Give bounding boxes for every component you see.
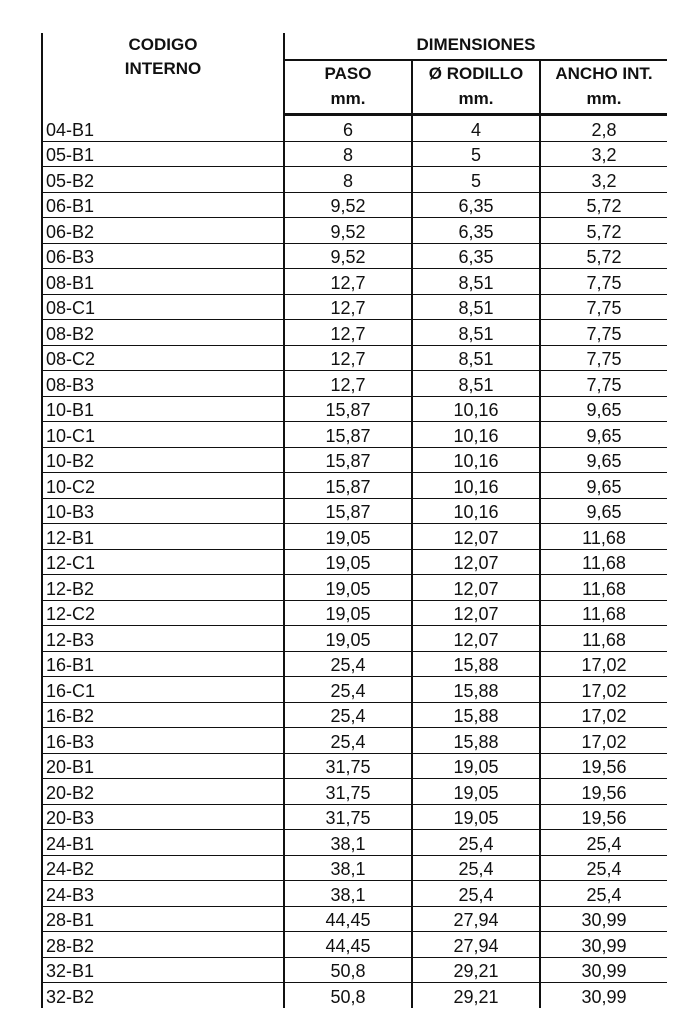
- cell-rodillo: 8,51: [412, 371, 540, 397]
- cell-ancho: 17,02: [540, 677, 667, 703]
- cell-paso: 9,52: [284, 192, 412, 218]
- cell-rodillo: 6,35: [412, 192, 540, 218]
- cell-ancho: 7,75: [540, 320, 667, 346]
- table-row: [42, 753, 667, 779]
- cell-paso: 38,1: [284, 881, 412, 907]
- table-row: [42, 651, 667, 677]
- cell-ancho: 7,75: [540, 294, 667, 320]
- cell-codigo: 28-B2: [42, 932, 284, 958]
- cell-rodillo: 15,88: [412, 651, 540, 677]
- table-row: [42, 932, 667, 958]
- cell-rodillo: 6,35: [412, 243, 540, 269]
- cell-ancho: 30,99: [540, 906, 667, 932]
- table-row: [42, 422, 667, 448]
- cell-ancho: 19,56: [540, 779, 667, 805]
- cell-ancho: 11,68: [540, 549, 667, 575]
- cell-codigo: 10-B1: [42, 396, 284, 422]
- cell-ancho: 11,68: [540, 600, 667, 626]
- table-row: [42, 498, 667, 524]
- cell-paso: 15,87: [284, 422, 412, 448]
- table-row: [42, 830, 667, 856]
- table-row: [42, 957, 667, 983]
- cell-ancho: 3,2: [540, 141, 667, 167]
- cell-ancho: 5,72: [540, 243, 667, 269]
- cell-codigo: 04-B1: [42, 115, 284, 142]
- cell-ancho: 30,99: [581, 986, 627, 1007]
- cell-rodillo: 8,51: [412, 294, 540, 320]
- cell-rodillo: 25,4: [412, 855, 540, 881]
- cell-codigo: 06-B1: [42, 192, 284, 218]
- cell-rodillo: 15,88: [412, 728, 540, 754]
- cell-paso: 25,4: [284, 728, 412, 754]
- cell-paso: 12,7: [284, 269, 412, 295]
- chain-dimensions-table: [41, 33, 667, 1008]
- cell-codigo: 16-C1: [42, 677, 284, 703]
- cell-codigo: 10-B3: [42, 498, 284, 524]
- cell-codigo: 06-B3: [42, 243, 284, 269]
- cell-paso: 25,4: [284, 677, 412, 703]
- cell-paso: 31,75: [284, 779, 412, 805]
- table-row: [42, 294, 667, 320]
- header-dimensiones: DIMENSIONES: [284, 33, 667, 60]
- cell-rodillo: 19,05: [412, 804, 540, 830]
- cell-paso: 6: [284, 115, 412, 142]
- cell-paso: 25,4: [284, 651, 412, 677]
- cell-rodillo: 15,88: [412, 677, 540, 703]
- header-paso-unit: mm.: [330, 89, 366, 108]
- table-row: [42, 906, 667, 932]
- header-paso-label: PASO: [324, 64, 372, 83]
- cell-ancho: 11,68: [540, 626, 667, 652]
- cell-codigo: 24-B3: [42, 881, 284, 907]
- cell-paso: 8: [284, 167, 412, 193]
- table-row: [42, 473, 667, 499]
- cell-paso: 15,87: [284, 447, 412, 473]
- header-ancho-unit: mm.: [586, 89, 622, 108]
- cell-paso: 31,75: [284, 804, 412, 830]
- cell-paso: 12,7: [284, 294, 412, 320]
- table-row: [42, 677, 667, 703]
- cell-paso: 15,87: [284, 473, 412, 499]
- table-row: [42, 371, 667, 397]
- cell-paso: 15,87: [284, 498, 412, 524]
- table-row: [42, 702, 667, 728]
- cell-ancho: 7,75: [540, 269, 667, 295]
- cell-ancho: 9,65: [540, 396, 667, 422]
- header-codigo-line2: INTERNO: [124, 59, 202, 78]
- cell-ancho: 30,99: [540, 957, 667, 983]
- cell-rodillo: 8,51: [412, 320, 540, 346]
- table-row: [42, 269, 667, 295]
- table-body: [42, 115, 667, 1008]
- chain-dimensions-table-container: [41, 33, 666, 1008]
- cell-paso: 12,7: [284, 345, 412, 371]
- table-row: [42, 881, 667, 907]
- cell-paso: 38,1: [284, 830, 412, 856]
- cell-rodillo: 4: [412, 115, 540, 142]
- cell-rodillo: 19,05: [412, 779, 540, 805]
- cell-codigo: 08-C1: [42, 294, 284, 320]
- cell-paso: 12,7: [284, 320, 412, 346]
- cell-ancho: 25,4: [540, 855, 667, 881]
- cell-codigo: 05-B2: [42, 167, 284, 193]
- cell-codigo: 32-B2: [42, 983, 284, 1008]
- cell-ancho: 30,99: [540, 932, 667, 958]
- cell-ancho: 5,72: [540, 218, 667, 244]
- cell-paso: 9,52: [284, 218, 412, 244]
- cell-paso: 19,05: [284, 524, 412, 550]
- cell-rodillo: 10,16: [412, 498, 540, 524]
- cell-paso: 19,05: [284, 575, 412, 601]
- cell-codigo: 24-B2: [42, 855, 284, 881]
- cell-codigo: 24-B1: [42, 830, 284, 856]
- table-row: [42, 192, 667, 218]
- cell-rodillo: 19,05: [412, 753, 540, 779]
- table-row: [42, 983, 667, 1008]
- cell-codigo: 10-C2: [42, 473, 284, 499]
- cell-rodillo: 25,4: [412, 830, 540, 856]
- table-row: [42, 345, 667, 371]
- cell-paso: 50,8: [284, 983, 412, 1008]
- table-row: [42, 549, 667, 575]
- cell-codigo: 10-B2: [42, 447, 284, 473]
- cell-codigo: 12-C1: [42, 549, 284, 575]
- cell-codigo: 20-B1: [42, 753, 284, 779]
- cell-rodillo: 10,16: [412, 473, 540, 499]
- cell-codigo: 10-C1: [42, 422, 284, 448]
- cell-ancho: 19,56: [540, 753, 667, 779]
- cell-ancho: 9,65: [540, 422, 667, 448]
- cell-codigo: 12-B2: [42, 575, 284, 601]
- cell-rodillo: 5: [412, 141, 540, 167]
- cell-codigo: 12-B1: [42, 524, 284, 550]
- cell-paso: 44,45: [284, 932, 412, 958]
- table-row: [42, 218, 667, 244]
- cell-ancho: 17,02: [540, 728, 667, 754]
- table-row: [42, 167, 667, 193]
- cell-codigo: 08-B3: [42, 371, 284, 397]
- table-row: [42, 396, 667, 422]
- table-row: [42, 804, 667, 830]
- table-row: [42, 524, 667, 550]
- header-rodillo-unit: mm.: [458, 89, 494, 108]
- table-row: [42, 855, 667, 881]
- cell-paso: 12,7: [284, 371, 412, 397]
- header-codigo-interno: [42, 33, 284, 115]
- cell-codigo: 28-B1: [42, 906, 284, 932]
- cell-rodillo: 10,16: [412, 422, 540, 448]
- cell-rodillo: 10,16: [412, 447, 540, 473]
- cell-rodillo: 12,07: [412, 549, 540, 575]
- cell-rodillo: 29,21: [412, 957, 540, 983]
- header-ancho-int: [540, 60, 667, 115]
- table-row: [42, 779, 667, 805]
- table-row: [42, 243, 667, 269]
- table-header: [42, 33, 667, 115]
- cell-ancho: 9,65: [540, 498, 667, 524]
- cell-paso: 25,4: [284, 702, 412, 728]
- cell-rodillo: 27,94: [412, 932, 540, 958]
- header-codigo-line1: CODIGO: [128, 35, 198, 54]
- cell-ancho: 9,65: [540, 447, 667, 473]
- cell-ancho: 25,4: [540, 830, 667, 856]
- cell-codigo: 08-C2: [42, 345, 284, 371]
- cell-ancho: 2,8: [540, 115, 667, 142]
- cell-ancho: 19,56: [540, 804, 667, 830]
- header-rodillo: [412, 60, 540, 115]
- header-ancho-label: ANCHO INT.: [555, 64, 653, 83]
- cell-paso: 8: [284, 141, 412, 167]
- cell-codigo: 08-B1: [42, 269, 284, 295]
- cell-ancho: 17,02: [540, 702, 667, 728]
- cell-ancho: 5,72: [540, 192, 667, 218]
- table-row: [42, 600, 667, 626]
- cell-codigo: 32-B1: [42, 957, 284, 983]
- cell-paso: 50,8: [284, 957, 412, 983]
- cell-paso: 44,45: [284, 906, 412, 932]
- cell-ancho: 7,75: [540, 345, 667, 371]
- cell-rodillo: 12,07: [412, 600, 540, 626]
- cell-codigo: 12-C2: [42, 600, 284, 626]
- cell-rodillo: 5: [412, 167, 540, 193]
- cell-ancho: 11,68: [540, 524, 667, 550]
- header-paso: [284, 60, 412, 115]
- cell-rodillo: 8,51: [412, 345, 540, 371]
- cell-codigo: 16-B1: [42, 651, 284, 677]
- cell-rodillo: 25,4: [412, 881, 540, 907]
- cell-rodillo: 10,16: [412, 396, 540, 422]
- cell-codigo: 06-B2: [42, 218, 284, 244]
- table-row: [42, 115, 667, 142]
- cell-rodillo: 12,07: [412, 626, 540, 652]
- cell-ancho: 9,65: [540, 473, 667, 499]
- cell-paso: 19,05: [284, 626, 412, 652]
- cell-rodillo: 15,88: [412, 702, 540, 728]
- cell-ancho: 3,2: [540, 167, 667, 193]
- cell-ancho: 17,02: [540, 651, 667, 677]
- cell-codigo: 05-B1: [42, 141, 284, 167]
- cell-codigo: 20-B3: [42, 804, 284, 830]
- cell-rodillo: 6,35: [412, 218, 540, 244]
- table-row: [42, 575, 667, 601]
- cell-codigo: 08-B2: [42, 320, 284, 346]
- cell-ancho: 7,75: [540, 371, 667, 397]
- table-row: [42, 626, 667, 652]
- cell-paso: 19,05: [284, 549, 412, 575]
- cell-rodillo: 8,51: [412, 269, 540, 295]
- cell-codigo: 20-B2: [42, 779, 284, 805]
- cell-paso: 31,75: [284, 753, 412, 779]
- table-row: [42, 141, 667, 167]
- cell-ancho: 11,68: [540, 575, 667, 601]
- cell-codigo: 16-B3: [42, 728, 284, 754]
- table-row: [42, 320, 667, 346]
- cell-paso: 9,52: [284, 243, 412, 269]
- cell-paso: 38,1: [284, 855, 412, 881]
- cell-rodillo: 27,94: [412, 906, 540, 932]
- table-row: [42, 728, 667, 754]
- cell-paso: 15,87: [284, 396, 412, 422]
- cell-paso: 19,05: [284, 600, 412, 626]
- table-row: [42, 447, 667, 473]
- cell-rodillo: 29,21: [412, 983, 540, 1008]
- cell-rodillo: 12,07: [412, 575, 540, 601]
- cell-codigo: 16-B2: [42, 702, 284, 728]
- cell-ancho: 25,4: [540, 881, 667, 907]
- header-rodillo-label: Ø RODILLO: [428, 64, 524, 83]
- cell-codigo: 12-B3: [42, 626, 284, 652]
- cell-rodillo: 12,07: [412, 524, 540, 550]
